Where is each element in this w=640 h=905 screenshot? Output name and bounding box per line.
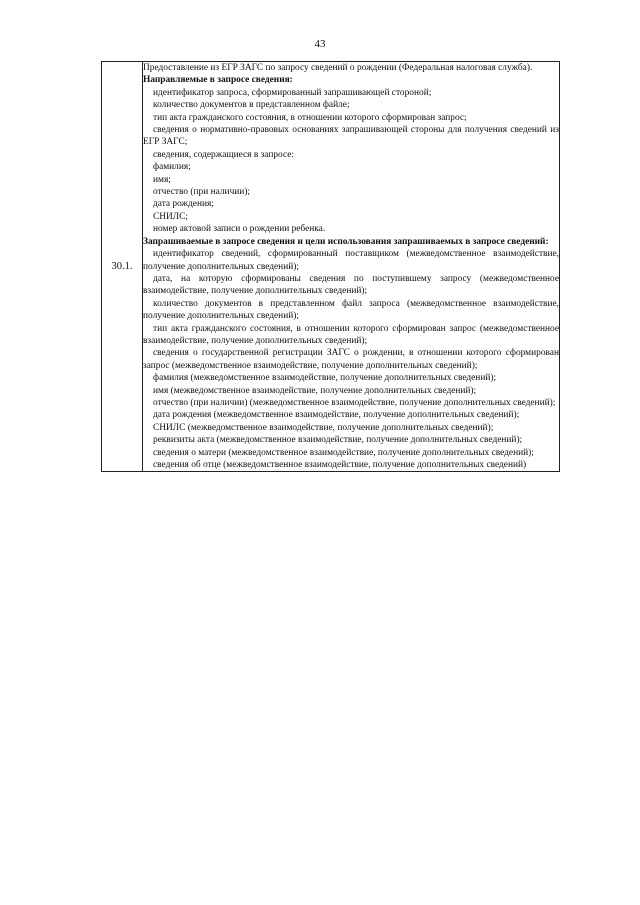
requested-item: реквизиты акта (межведомственное взаимодействие, получение дополнительных сведений); [153, 435, 523, 446]
sent-item: количество документов в представленном файле; [153, 100, 350, 111]
sent-item: СНИЛС; [153, 211, 189, 222]
table-row [102, 62, 560, 472]
page-number: 43 [314, 38, 326, 50]
requested-items-list [143, 248, 559, 471]
requested-item: отчество (при наличии) (межведомственное взаимодействие, получение дополнительных сведений); [153, 397, 556, 408]
requested-heading: Запрашиваемые в запросе сведения и цели использования запрашиваемых в запросе сведений: [143, 236, 549, 247]
requested-item: идентификатор сведений, сформированный поставщиком (межведомственное взаимодействие, получение дополнительных сведений); [143, 249, 559, 272]
row-number: 30.1. [102, 62, 143, 472]
requested-item: сведения о матери (межведомственное взаимодействие, получение дополнительных сведений); [153, 447, 534, 458]
sent-items-list [143, 87, 559, 236]
requested-item: сведения об отце (межведомственное взаимодействие, получение дополнительных сведений) [153, 460, 527, 470]
requested-item: дата рождения (межведомственное взаимодействие, получение дополнительных сведений); [153, 410, 520, 421]
service-description: Предоставление из ЕГР ЗАГС по запросу сведений о рождении (Федеральная налоговая служба). [143, 63, 533, 73]
sent-item: номер актовой записи о рождении ребенка. [153, 224, 326, 235]
requested-item: тип акта гражданского состояния, в отношении которого сформирован запрос (межведомственное взаимодействие, получение дополнительных сведений); [143, 323, 559, 346]
sent-item: отчество (при наличии); [153, 187, 251, 198]
data-table [101, 61, 560, 472]
sent-item: идентификатор запроса, сформированный запрашивающей стороной; [153, 87, 432, 98]
requested-item: дата, на которую сформированы сведения по поступившему запросу (межведомственное взаимодействие, получение дополнительных сведений); [143, 273, 559, 297]
requested-item: сведения о государственной регистрации ЗАГС о рождении, в отношении которого сформирован запрос (межведомственное взаимодействие, получение дополнительных сведений); [143, 348, 559, 371]
row-content [143, 62, 560, 472]
sent-item: тип акта гражданского состояния, в отношении которого сформирован запрос; [153, 112, 467, 123]
requested-item: СНИЛС (межведомственное взаимодействие, получение дополнительных сведений); [153, 422, 494, 433]
sent-item: сведения о нормативно-правовых основаниях запрашивающей стороны для получения сведений из ЕГР ЗАГС; [143, 125, 559, 148]
sent-heading: Направляемые в запросе сведения: [143, 75, 293, 86]
requested-item: количество документов в представленном файл запроса (межведомственное взаимодействие, получение дополнительных сведений); [143, 298, 559, 322]
sent-item: фамилия; [153, 162, 191, 173]
requested-item: фамилия (межведомственное взаимодействие, получение дополнительных сведений); [153, 373, 497, 384]
sent-item: имя; [153, 174, 171, 185]
requested-item: имя (межведомственное взаимодействие, получение дополнительных сведений); [153, 385, 477, 396]
sent-item: сведения, содержащиеся в запросе: [153, 149, 294, 160]
sent-item: дата рождения; [153, 199, 214, 210]
